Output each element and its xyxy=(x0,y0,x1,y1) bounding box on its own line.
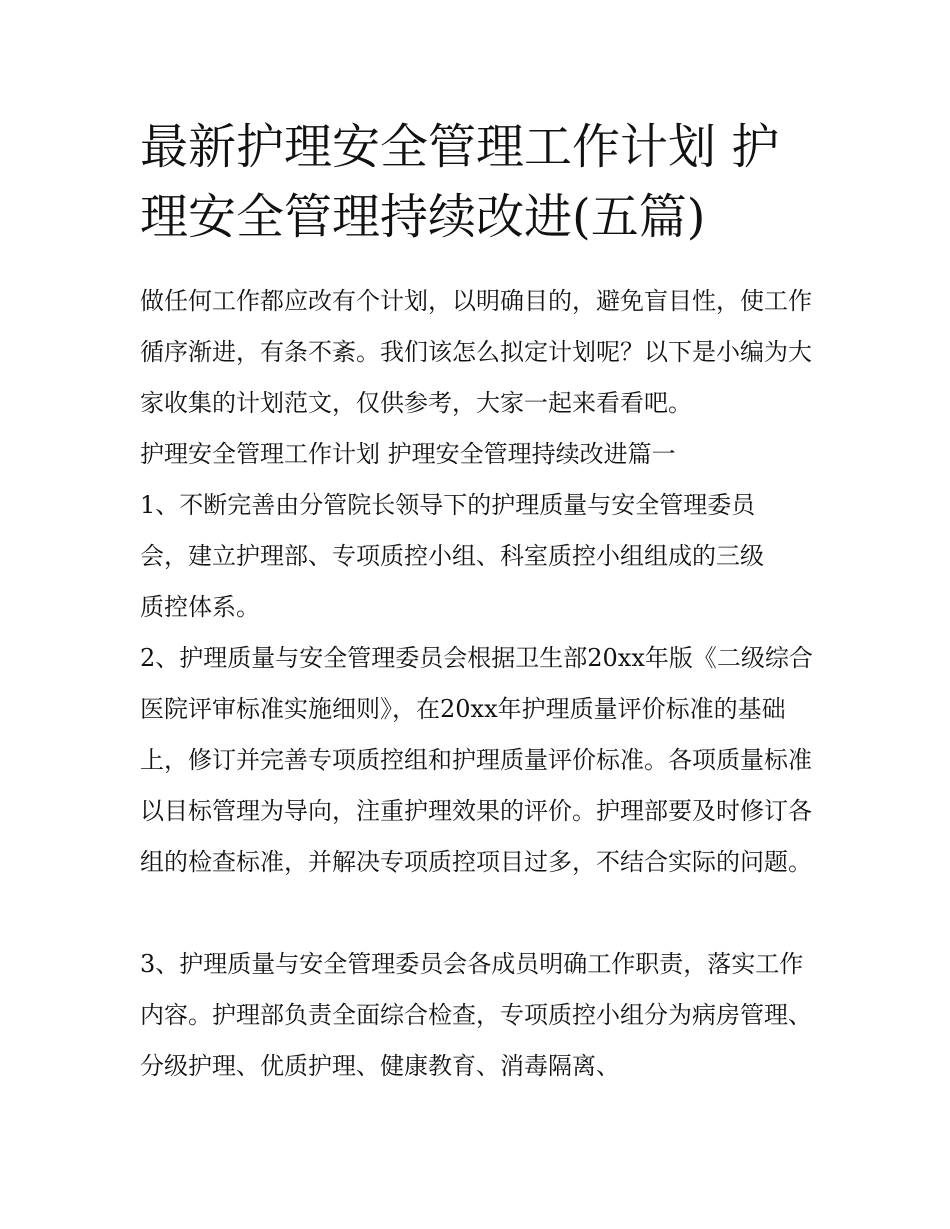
intro-paragraph: 做任何工作都应改有个计划，以明确目的，避免盲目性，使工作循序渐进，有条不紊。我们该怎么拟定计划呢？以下是小编为大家收集的计划范文，仅供参考，大家一起来看看吧。 xyxy=(140,287,812,417)
list-item: 2、护理质量与安全管理委员会根据卫生部20xx年版《二级综合医院评审标准实施细则》，在20xx年护理质量评价标准的基础上，修订并完善专项质控组和护理质量评价标准。各项质量标准以目标管理为导向，注重护理效果的评价。护理部要及时修订各组的检查标准，并解决专项质控项目过多，不结合实际的问题。 xyxy=(140,644,813,876)
list-item: 1、不断完善由分管院长领导下的护理质量与安全管理委员会，建立护理部、专项质控小组、科室质控小组组成的三级质控体系。 xyxy=(140,491,764,621)
list-item: 3、护理质量与安全管理委员会各成员明确工作职责，落实工作内容。护理部负责全面综合检查，专项质控小组分为病房管理、分级护理、优质护理、健康教育、消毒隔离、 xyxy=(140,950,812,1080)
section-heading: 护理安全管理工作计划 护理安全管理持续改进篇一 xyxy=(140,440,676,468)
document-title: 最新护理安全管理工作计划 护理安全管理持续改进(五篇) xyxy=(140,119,780,245)
